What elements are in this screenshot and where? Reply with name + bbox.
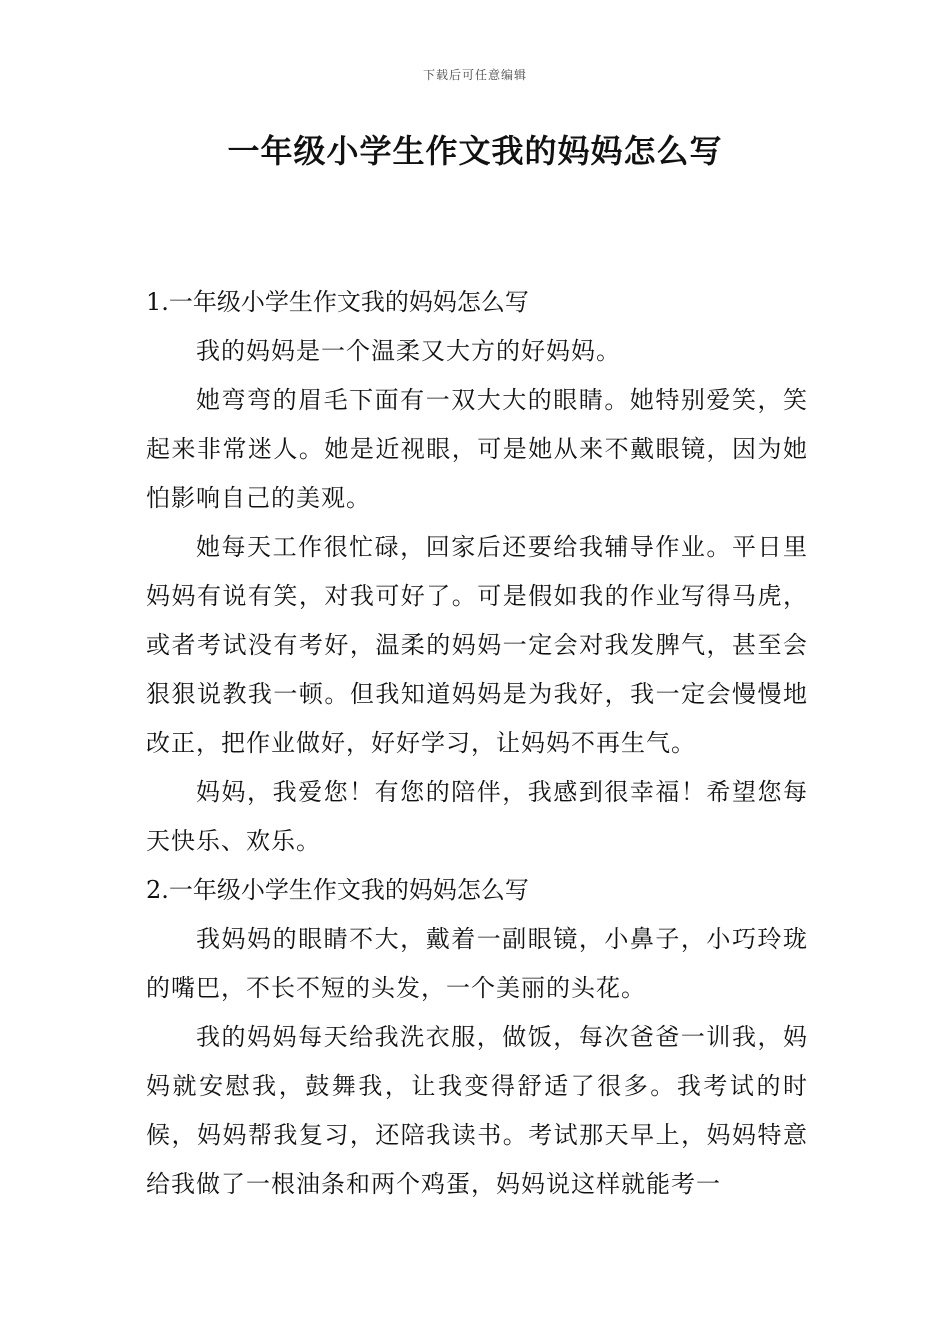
paragraph: 我妈妈的眼睛不大，戴着一副眼镜，小鼻子，小巧玲珑的嘴巴，不长不短的头发，一个美丽的头花。 <box>146 925 808 1002</box>
section-1 <box>146 278 808 866</box>
section-heading: 1.一年级小学生作文我的妈妈怎么写 <box>146 288 529 316</box>
section-heading: 2.一年级小学生作文我的妈妈怎么写 <box>146 876 529 904</box>
document-body <box>146 278 808 1209</box>
paragraph: 我的妈妈每天给我洗衣服，做饭，每次爸爸一训我，妈妈就安慰我，鼓舞我，让我变得舒适了很多。我考试的时候，妈妈帮我复习，还陪我读书。考试那天早上，妈妈特意给我做了一根油条和两个鸡蛋，妈妈说这样就能考一 <box>146 1023 808 1198</box>
page-title: 一年级小学生作文我的妈妈怎么写 <box>227 132 723 170</box>
header-note: 下载后可任意编辑 <box>422 68 527 82</box>
paragraph: 我的妈妈是一个温柔又大方的好妈妈。 <box>196 337 621 365</box>
section-2 <box>146 866 808 1209</box>
paragraph: 她弯弯的眉毛下面有一双大大的眼睛。她特别爱笑，笑起来非常迷人。她是近视眼，可是她从来不戴眼镜，因为她怕影响自己的美观。 <box>146 386 808 512</box>
paragraph: 妈妈，我爱您！有您的陪伴，我感到很幸福！希望您每天快乐、欢乐。 <box>146 778 808 855</box>
paragraph: 她每天工作很忙碌，回家后还要给我辅导作业。平日里妈妈有说有笑，对我可好了。可是假如我的作业写得马虎，或者考试没有考好，温柔的妈妈一定会对我发脾气，甚至会狠狠说教我一顿。但我知道妈妈是为我好，我一定会慢慢地改正，把作业做好，好好学习，让妈妈不再生气。 <box>146 533 808 757</box>
